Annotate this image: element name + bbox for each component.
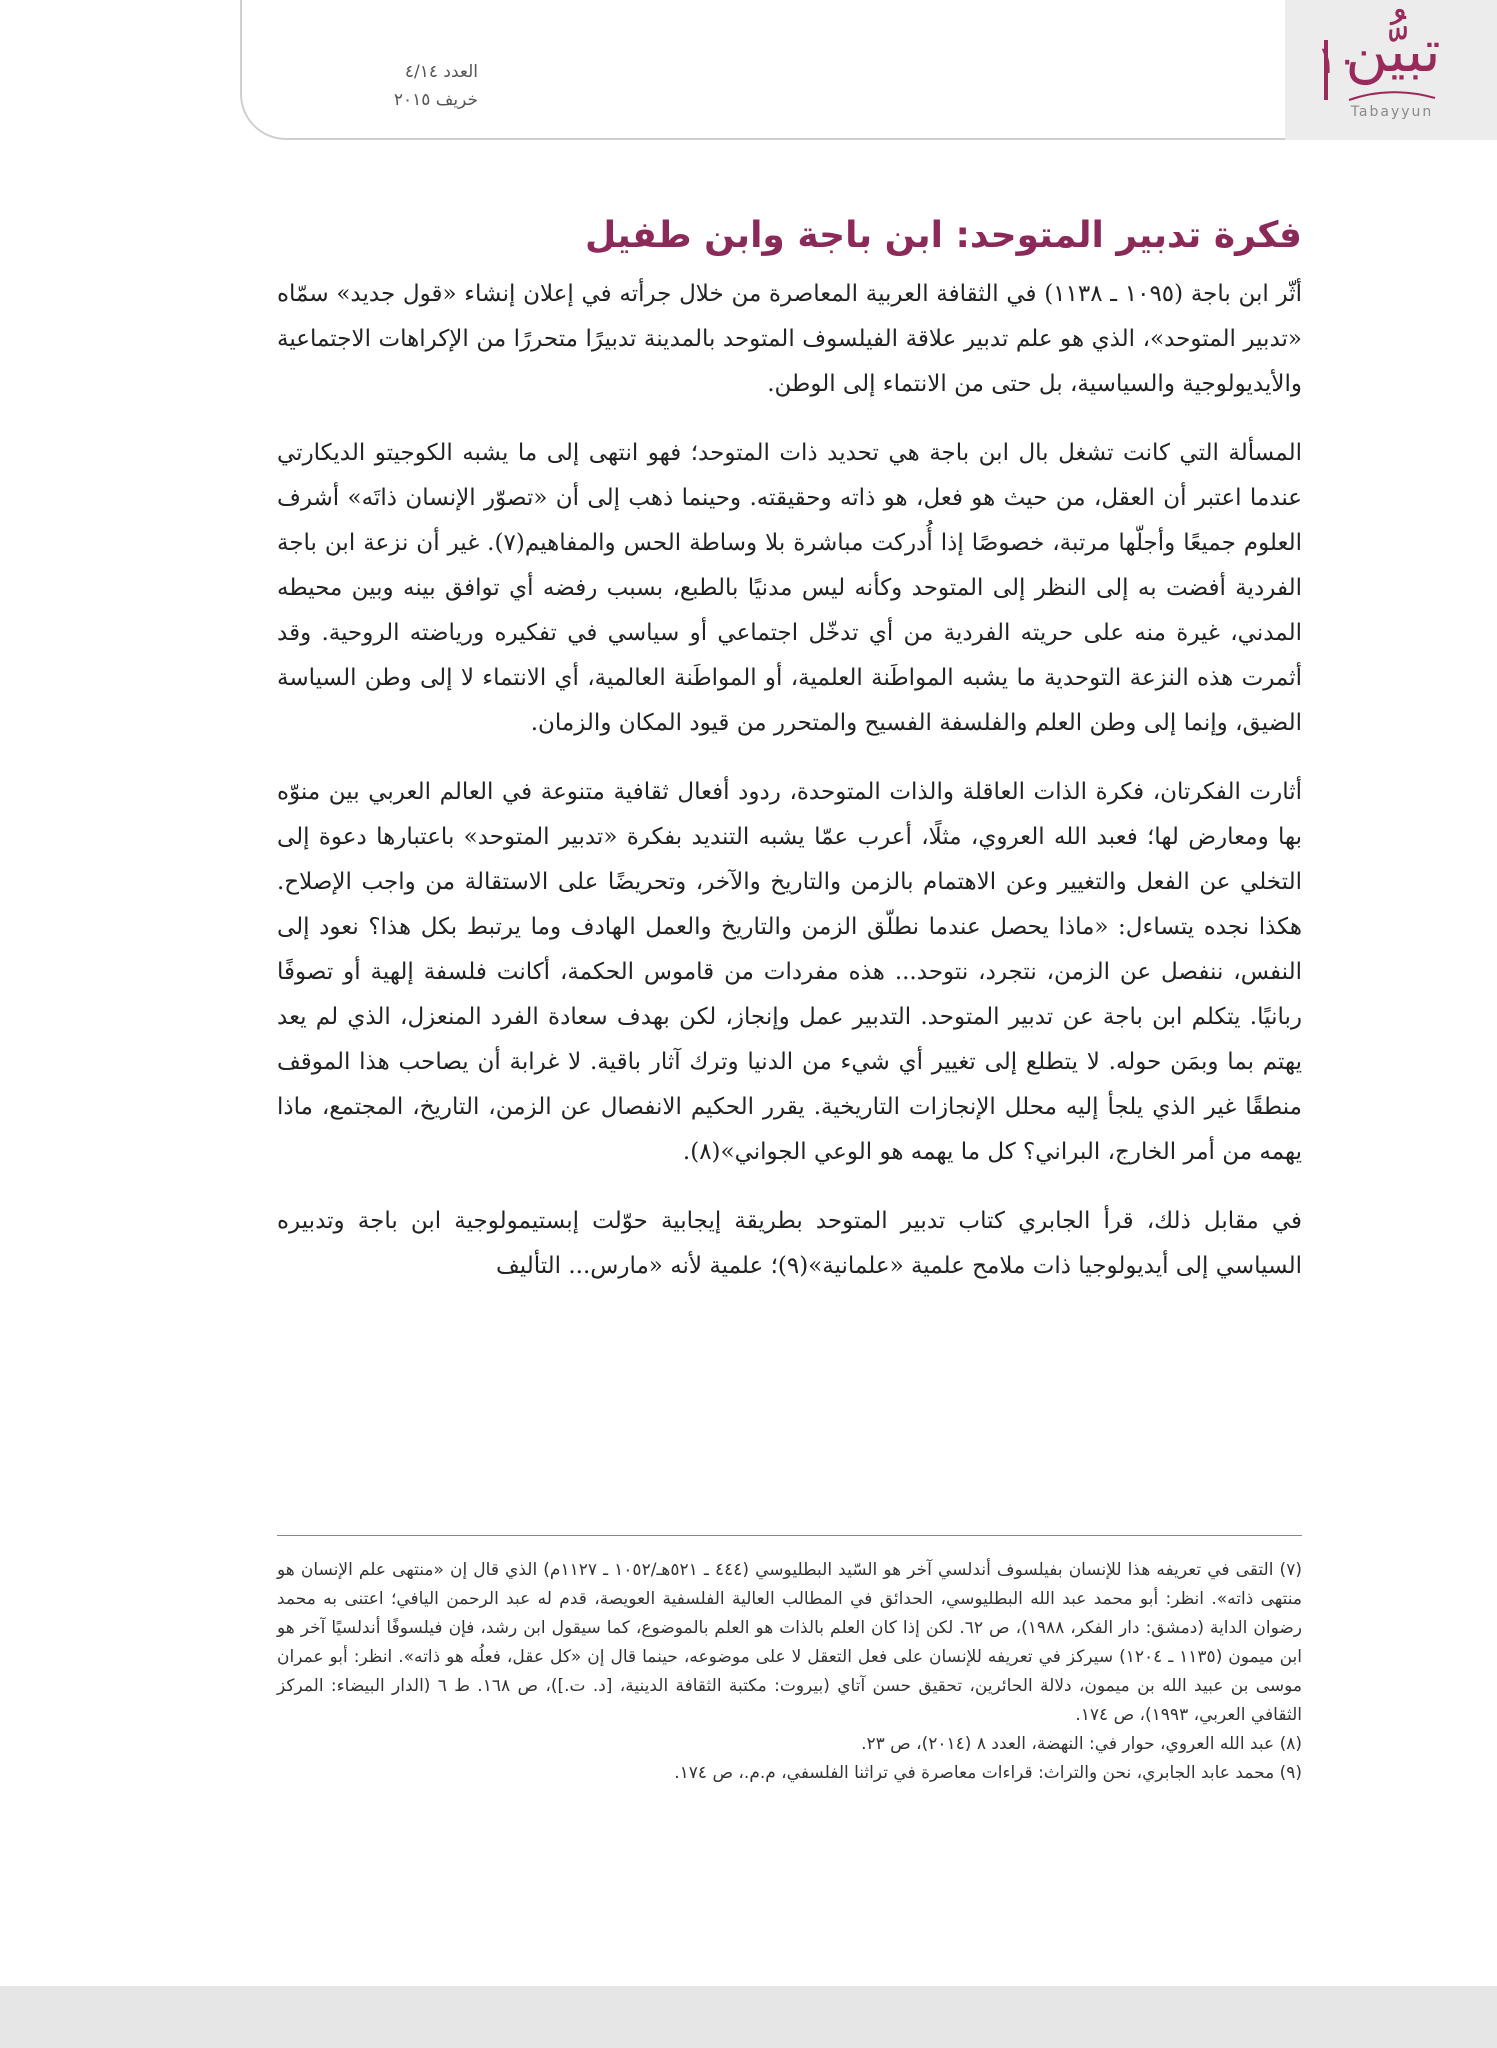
issue-number: العدد ٤/١٤ [404,62,478,82]
footnote: (٩) محمد عابد الجابري، نحن والتراث: قراءات معاصرة في تراثنا الفلسفي، م.م.، ص ١٧٤. [674,1763,1302,1783]
section-title: فكرة تدبير المتوحد: ابن باجة وابن طفيل [584,215,1302,256]
issue-info [278,58,478,114]
bottom-band [0,1986,1497,2048]
footnote: (٧) التقى في تعريفه هذا للإنسان بفيلسوف أندلسي آخر هو السّيد البطليوسي (٤٤٤ ـ ٥٢١هـ/١٠٥٢ ـ ١١٢٧م) الذي قال إن «منتهى علم الإنسان هو منتهى ذاته». انظر: أبو محمد عبد الله البطليوسي، الحدائق في المطالب العالية الفلسفية العويصة، قدم له عبد الرحمن اليافي؛ اعتنى به محمد رضوان الداية (دمشق: دار الفكر، ١٩٨٨)، ص ٦٢. لكن إذا كان العلم بالذات هو العلم بالموضوع، كما سيقول ابن رشد، فإن فيلسوفًا أندلسيًا آخر هو ابن ميمون (١١٣٥ ـ ١٢٠٤) سيركز في تعريفه للإنسان على فعل التعقل لا على موضوعه، حينما قال إن «كل عقل، فعلُه هو ذاته». انظر: أبو عمران موسى بن عبيد الله بن ميمون، دلالة الحائرين، تحقيق حسن آتاي (بيروت: مكتبة الثقافة الدينية، [د. ت.])، ص ١٦٨. ط ٦ (الدار البيضاء: المركز الثقافي العربي، ١٩٩٣)، ص ١٧٤. [277,1560,1303,1725]
paragraph: أثّر ابن باجة (١٠٩٥ ـ ١١٣٨) في الثقافة العربية المعاصرة من خلال جرأته في إعلان إنشاء «قول جديد» سمّاه «تدبير المتوحد»، الذي هو علم تدبير علاقة الفيلسوف المتوحد بالمدينة تدبيرًا متحررًا من الإكراهات الاجتماعية والأيديولوجية والسياسية، بل حتى من الانتماء إلى الوطن. [277,281,1302,397]
issue-season: خريف ٢٠١٥ [393,90,478,110]
paragraph: المسألة التي كانت تشغل بال ابن باجة هي تحديد ذات المتوحد؛ فهو انتهى إلى ما يشبه الكوجيتو الديكارتي عندما اعتبر أن العقل، من حيث هو فعل، هو ذاته وحقيقته. وحينما ذهب إلى أن «تصوّر الإنسان ذاتَه» أشرف العلوم جميعًا وأجلّها مرتبة، خصوصًا إذا أُدركت مباشرة بلا وساطة الحس والمفاهيم(٧). غير أن نزعة ابن باجة الفردية أفضت به إلى النظر إلى المتوحد وكأنه ليس مدنيًا بالطبع، بسبب رفضه أي توافق بينه وبين محيطه المدني، غيرة منه على حريته الفردية من أي تدخّل اجتماعي أو سياسي في تفكيره ورياضته الروحية. وقد أثمرت هذه النزعة التوحدية ما يشبه المواطَنة العلمية، أو المواطَنة العالمية، أي الانتماء لا إلى وطن السياسة الضيق، وإنما إلى وطن العلم والفلسفة الفسيح والمتحرر من قيود المكان والزمان. [277,440,1302,736]
journal-logo-latin: Tabayyun [1350,104,1434,120]
footnotes [277,1556,1302,1788]
page-number: ١٠ [1316,38,1358,82]
logo-swoosh-icon [1347,88,1437,104]
paragraph: في مقابل ذلك، قرأ الجابري كتاب تدبير المتوحد بطريقة إيجابية حوّلت إبستيمولوجية ابن باجة وتدبيره السياسي إلى أيديولوجيا ذات ملامح علمية «علمانية»(٩)؛ علمية لأنه «مارس... التأليف [277,1208,1302,1279]
footnote: (٨) عبد الله العروي، حوار في: النهضة، العدد ٨ (٢٠١٤)، ص ٢٣. [861,1734,1302,1754]
footnote-divider [277,1535,1302,1536]
article-body [277,272,1302,1313]
journal-logo: تبيُّن [1345,17,1441,85]
paragraph: أثارت الفكرتان، فكرة الذات العاقلة والذات المتوحدة، ردود أفعال ثقافية متنوعة في العالم العربي بين منوّه بها ومعارض لها؛ فعبد الله العروي، مثلًا، أعرب عمّا يشبه التنديد بفكرة «تدبير المتوحد» باعتبارها دعوة إلى التخلي عن الفعل والتغيير وعن الاهتمام بالزمن والتاريخ والآخر، وتحريضًا على الاستقالة من واجب الإصلاح. هكذا نجده يتساءل: «ماذا يحصل عندما نطلّق الزمن والتاريخ والعمل الهادف وما يرتبط بكل هذا؟ نعود إلى النفس، ننفصل عن الزمن، نتجرد، نتوحد... هذه مفردات من قاموس الحكمة، أكانت فلسفة إلهية أو تصوفًا ربانيًا. يتكلم ابن باجة عن تدبير المتوحد. التدبير عمل وإنجاز، لكن بهدف سعادة الفرد المنعزل، الذي لم يعد يهتم بما وبمَن حوله. لا يتطلع إلى تغيير أي شيء من الدنيا وترك آثار باقية. لا غرابة أن يصاحب هذا الموقف منطقًا غير الذي يلجأ إليه محلل الإنجازات التاريخية. يقرر الحكيم الانفصال عن الزمن، التاريخ، المجتمع، ماذا يهمه من أمر الخارج، البراني؟ كل ما يهمه هو الوعي الجواني»(٨). [277,779,1302,1165]
